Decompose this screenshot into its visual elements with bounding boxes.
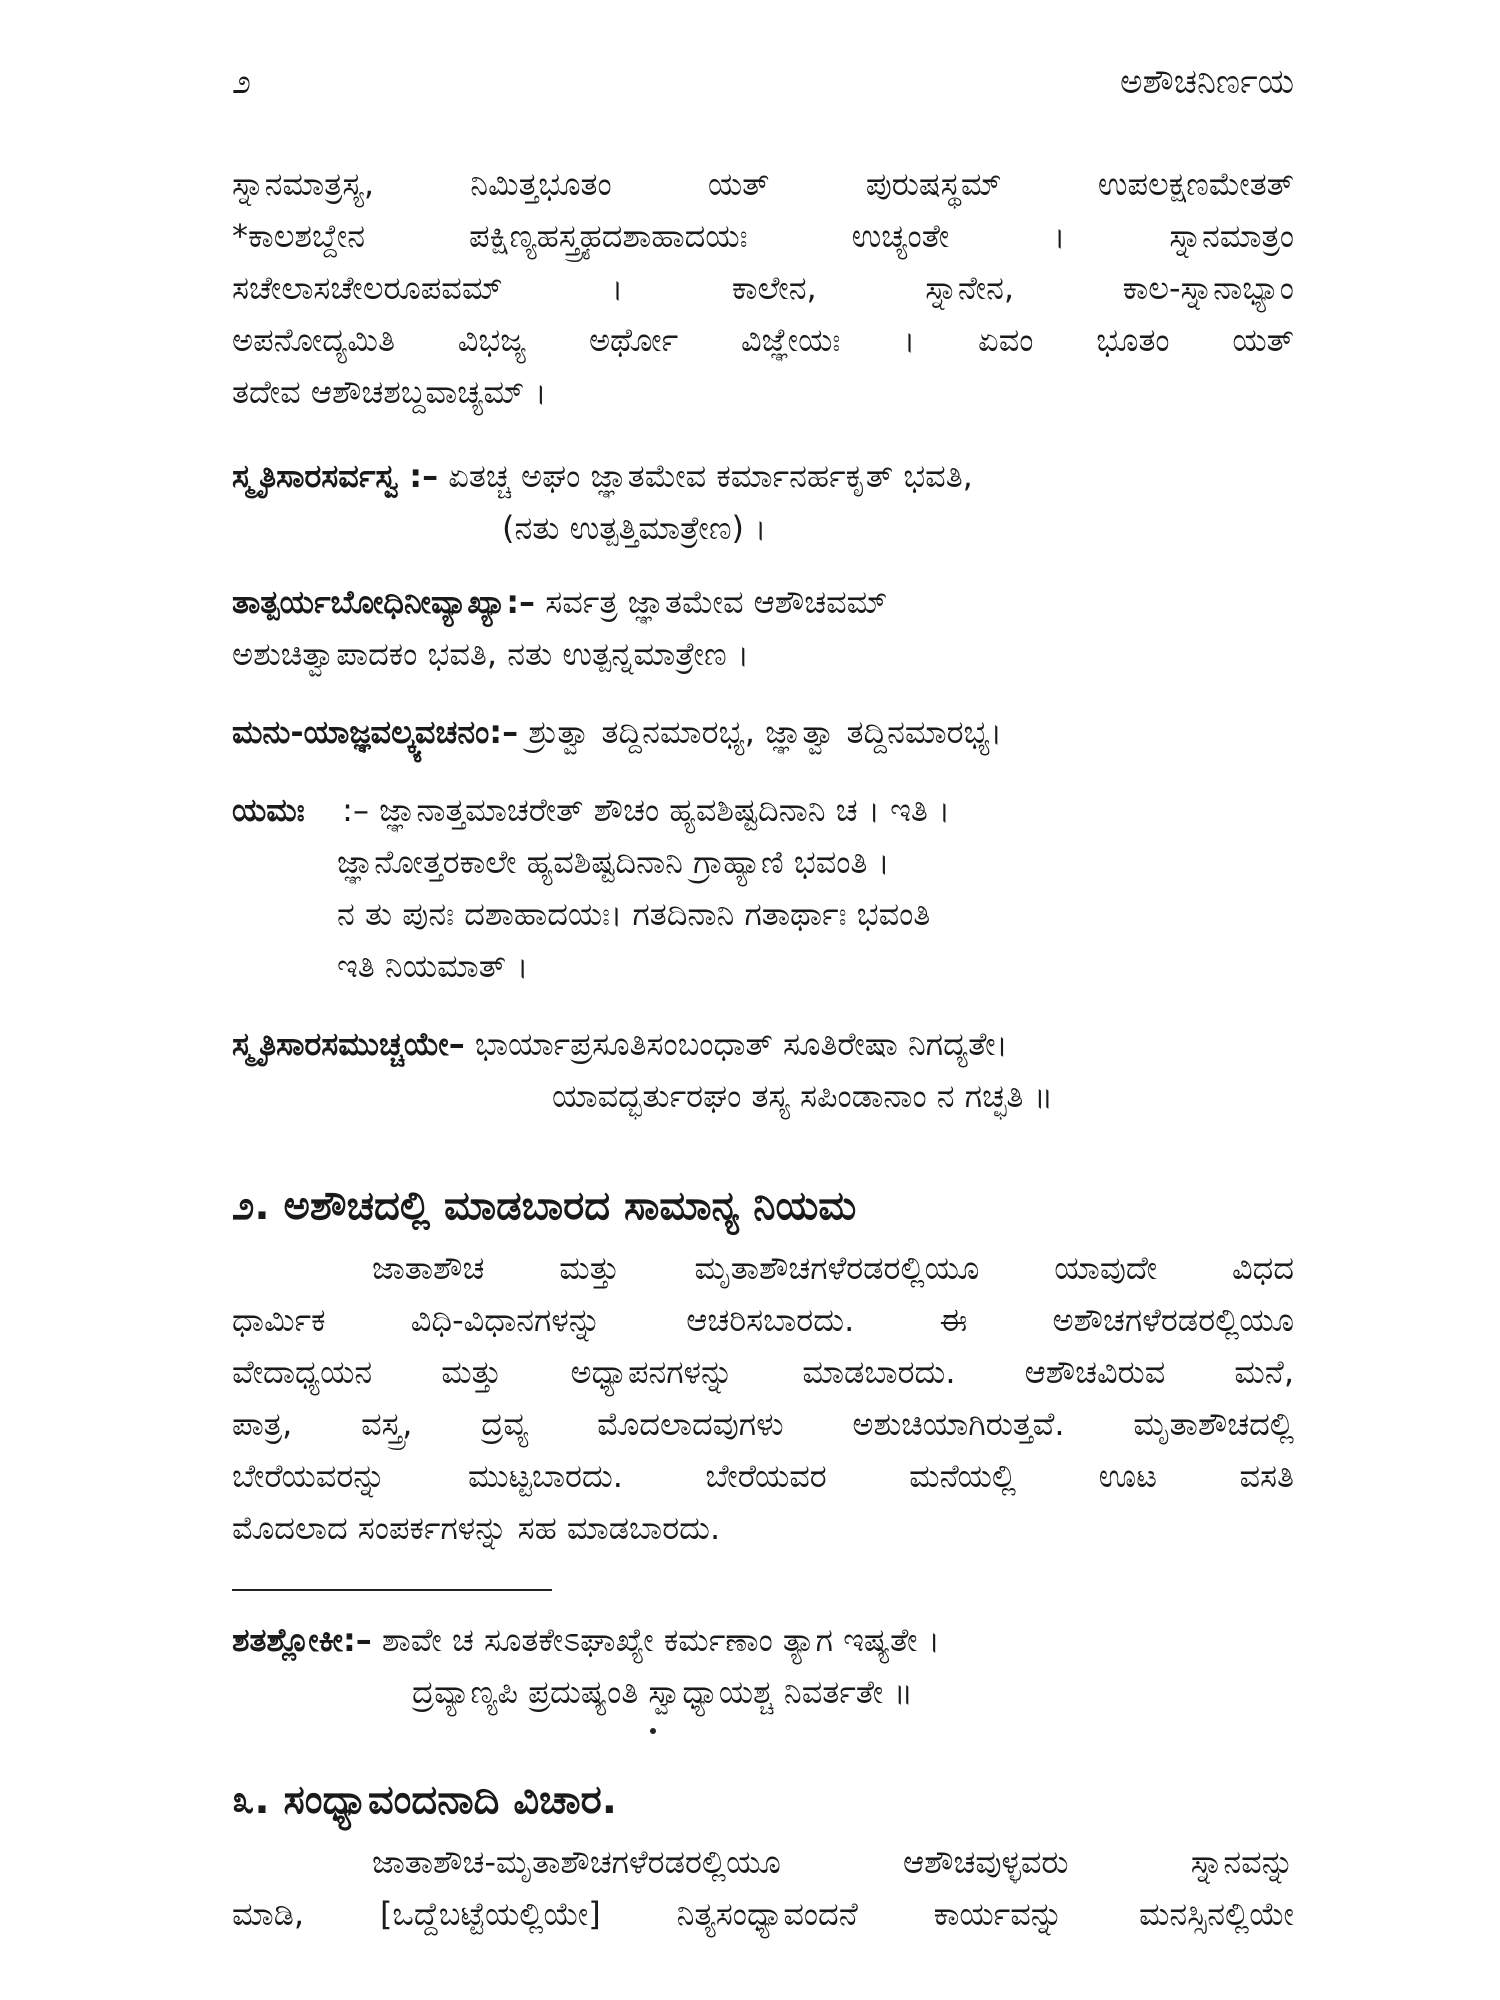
text-line: ತದೇವ ಆಶೌಚಶಬ್ದವಾಚ್ಯಮ್ । [232,373,547,411]
quote-samuccaya [232,1018,1294,1122]
footnote-text: ದ್ರವ್ಯಾಣ್ಯಪಿ ಪ್ರದುಷ್ಯಂತಿ ಸ್ವಾಧ್ಯಾಯಶ್ಚ ನಿವರ್ತತೇ ॥ [412,1673,913,1711]
quote-text: :– ಜ್ಞಾನಾತ್ತಮಾಚರೇತ್ ಶೌಚಂ ಹ್ಯವಶಿಷ್ಟದಿನಾನಿ ಚ । ಇತಿ । [342,791,951,829]
section-heading: ೨. ಅಶೌಚದಲ್ಲಿ ಮಾಡಬಾರದ ಸಾಮಾನ್ಯ ನಿಯಮ [232,1183,857,1229]
text-line: ವೇದಾಧ್ಯಯನ ಮತ್ತು ಅಧ್ಯಾಪನಗಳನ್ನು ಮಾಡಬಾರದು. ಆಶೌಚವಿರುವ ಮನೆ, [232,1353,1294,1391]
text-line: ಮಾಡಿ, [ಒದ್ದೆಬಟ್ಟೆಯಲ್ಲಿಯೇ] ನಿತ್ಯಸಂಧ್ಯಾವಂದನೆ ಕಾರ್ಯವನ್ನು ಮನಸ್ಸಿನಲ್ಲಿಯೇ [232,1895,1294,1933]
text-line: ಧಾರ್ಮಿಕ ವಿಧಿ-ವಿಧಾನಗಳನ್ನು ಆಚರಿಸಬಾರದು. ಈ ಅಶೌಚಗಳೆರಡರಲ್ಲಿಯೂ [232,1301,1294,1339]
quote-text: ಇತಿ ನಿಯಮಾತ್ । [337,947,529,985]
quote-label: ಸ್ಮೃತಿಸಾರಸರ್ವಸ್ವ :– [232,457,439,495]
quote-label: ಸ್ಮೃತಿಸಾರಸಮುಚ್ಚಯೇ– [232,1025,465,1063]
footnote-text: ಶಾವೇ ಚ ಸೂತಕೇಽಘಾಖ್ಯೇ ಕರ್ಮಣಾಂ ತ್ಯಾಗ ಇಷ್ಯತೇ । [381,1621,940,1659]
quote-label: ಯಮಃ [232,791,305,829]
footnote-divider [232,1589,552,1591]
section-3 [232,1770,1294,1940]
section-heading: ೩. ಸಂಧ್ಯಾವಂದನಾದಿ ವಿಚಾರ. [232,1777,617,1823]
quote-label: ಮನು-ಯಾಜ್ಞವಲ್ಕ್ಯವಚನಂ:– [232,713,519,751]
quote-yama [232,784,1294,992]
quote-text: (ನತು ಉತ್ಪತ್ತಿಮಾತ್ರೇಣ) । [502,509,767,547]
text-line: ಬೇರೆಯವರನ್ನು ಮುಟ್ಟಬಾರದು. ಬೇರೆಯವರ ಮನೆಯಲ್ಲಿ ಊಟ ವಸತಿ [232,1457,1294,1495]
text-line: ಪಾತ್ರ, ವಸ್ತ್ರ, ದ್ರವ್ಯ ಮೊದಲಾದವುಗಳು ಅಶುಚಿಯಾಗಿರುತ್ತವೆ. ಮೃತಾಶೌಚದಲ್ಲಿ [232,1405,1294,1443]
quote-text: ಏತಚ್ಚ ಅಘಂ ಜ್ಞಾತಮೇವ ಕರ್ಮಾನರ್ಹಕೃತ್ ಭವತಿ, [448,457,973,495]
quote-tatparya [232,576,1294,680]
text-line: ಸ್ನಾನಮಾತ್ರಸ್ಯ, ನಿಮಿತ್ತಭೂತಂ ಯತ್ ಪುರುಷಸ್ಥಮ್ ಉಪಲಕ್ಷಣಮೇತತ್ [232,165,1294,203]
text-line: ಜಾತಾಶೌಚ ಮತ್ತು ಮೃತಾಶೌಚಗಳೆರಡರಲ್ಲಿಯೂ ಯಾವುದೇ ವಿಧದ [372,1249,1294,1287]
quote-text: ಭಾರ್ಯಾಪ್ರಸೂತಿಸಂಬಂಧಾತ್ ಸೂತಿರೇಷಾ ನಿಗದ್ಯತೇ। [474,1025,1008,1063]
quote-smriti-sara-sarvasva [232,450,1294,554]
quote-text: ಜ್ಞಾನೋತ್ತರಕಾಲೇ ಹ್ಯವಶಿಷ್ಟದಿನಾನಿ ಗ್ರಾಹ್ಯಾಣಿ ಭವಂತಿ । [337,843,890,881]
footnote-label: ಶತಶ್ಲೋಕೀ:– [232,1621,372,1659]
dot-mark [650,1728,656,1734]
footnote [232,1614,1294,1718]
intro-paragraph [232,158,1294,418]
text-line: *ಕಾಲಶಬ್ದೇನ ಪಕ್ಷಿಣ್ಯಹಸ್ತ್ರ್ಯಹದಶಾಹಾದಯಃ ಉಚ್ಯಂತೇ । ಸ್ನಾನಮಾತ್ರಂ [232,217,1294,255]
quote-manu [232,706,1294,758]
quote-text: ಯಾವದ್ಭರ್ತುರಘಂ ತಸ್ಯ ಸಪಿಂಡಾನಾಂ ನ ಗಚ್ಛತಿ ॥ [552,1077,1054,1115]
quote-text: ಸರ್ವತ್ರ ಜ್ಞಾತಮೇವ ಆಶೌಚವಮ್ [545,583,888,621]
quote-text: ನ ತು ಪುನಃ ದಶಾಹಾದಯಃ। ಗತದಿನಾನಿ ಗತಾರ್ಥಾಃ ಭವಂತಿ [337,895,931,933]
quote-text: ಶ್ರುತ್ವಾ ತದ್ದಿನಮಾರಭ್ಯ, ಜ್ಞಾತ್ವಾ ತದ್ದಿನಮಾರಭ್ಯ। [528,713,1002,751]
text-line: ಸಚೇಲಾಸಚೇಲರೂಪವಮ್ । ಕಾಲೇನ, ಸ್ನಾನೇನ, ಕಾಲ-ಸ್ನಾನಾಭ್ಯಾಂ [232,269,1294,307]
running-title: ಅಶೌಚನಿರ್ಣಯ [1120,62,1294,102]
text-line: ಜಾತಾಶೌಚ-ಮೃತಾಶೌಚಗಳೆರಡರಲ್ಲಿಯೂ ಆಶೌಚವುಳ್ಳವರು ಸ್ನಾನವನ್ನು [372,1843,1294,1881]
text-line: ಮೊದಲಾದ ಸಂಪರ್ಕಗಳನ್ನು ಸಹ ಮಾಡಬಾರದು. [232,1509,721,1547]
quote-label: ತಾತ್ಪರ್ಯಬೋಧಿನೀವ್ಯಾಖ್ಯಾ:– [232,583,536,621]
page-number: ೨ [232,62,252,102]
text-line: ಅಪನೋದ್ಯಮಿತಿ ವಿಭಜ್ಯ ಅರ್ಥೋ ವಿಜ್ಞೇಯಃ । ಏವಂ ಭೂತಂ ಯತ್ [232,321,1294,359]
section-2 [232,1176,1294,1554]
quote-text: ಅಶುಚಿತ್ವಾಪಾದಕಂ ಭವತಿ, ನತು ಉತ್ಪನ್ನಮಾತ್ರೇಣ । [232,635,750,673]
